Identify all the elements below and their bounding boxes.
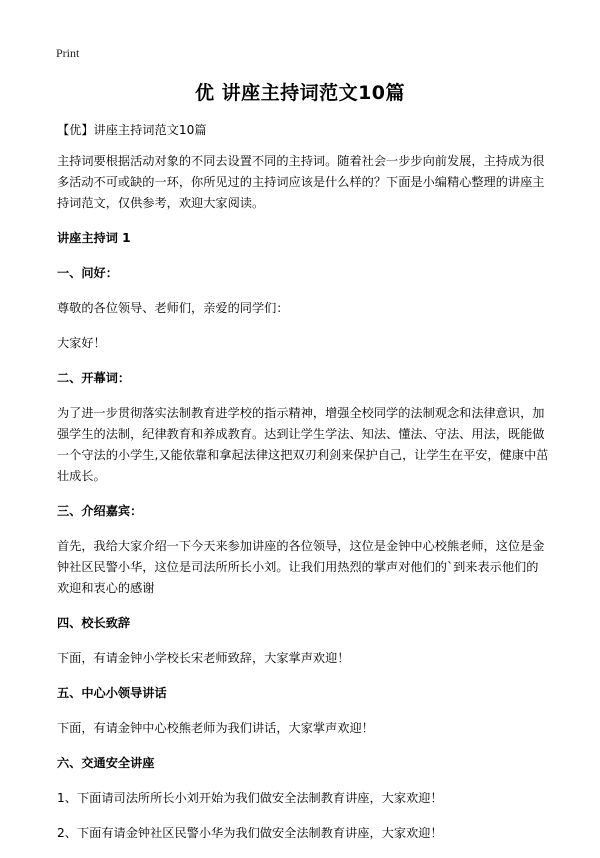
principal-speech-line: 下面，有请金钟小学校长宋老师致辞，大家掌声欢迎！: [57, 651, 350, 665]
guests-heading: 三、介绍嘉宾：: [57, 504, 143, 518]
traffic-lecture-heading: 六、交通安全讲座: [57, 756, 155, 770]
leader-speech-line: 下面，有请金钟中心校熊老师为我们讲话，大家掌声欢迎！: [57, 721, 374, 735]
greeting-line: 大家好！: [57, 336, 106, 350]
guests-paragraph: 首先，我给大家介绍一下今天来参加讲座的各位领导，这位是金钟中心校熊老师，这位是金钟社区民警小华，这位是司法所所长小刘。让我们用热烈的掌声对他们的`到来表示他们的欢迎和衷心的感谢: [57, 539, 545, 595]
greeting-line: 尊敬的各位领导、老师们，亲爱的同学们：: [57, 301, 289, 315]
opening-heading: 二、开幕词：: [57, 371, 131, 385]
document-subtitle: 【优】讲座主持词范文10篇: [57, 123, 207, 137]
intro-paragraph: 主持词要根据活动对象的不同去设置不同的主持词。随着社会一步步向前发展，主持成为很多活动不可或缺的一环，你所见过的主持词应该是什么样的？下面是小编精心整理的讲座主持词范文，仅供参考，欢迎大家阅读。: [57, 154, 545, 210]
list-item: 2、下面有请金钟社区民警小华为我们做安全法制教育讲座，大家欢迎！: [57, 826, 443, 840]
opening-paragraph: 为了进一步贯彻落实法制教育进学校的指示精神，增强全校同学的法制观念和法律意识，加强学生的法制，纪律教育和养成教育。达到让学生学法、知法、懂法、守法、用法，既能做一个守法的小学生,又能依靠和拿起法律这把双刃利剑来保护自己，让学生在平安，健康中茁壮成长。: [57, 406, 549, 483]
section-title: 讲座主持词 1: [57, 231, 131, 245]
print-label: Print: [56, 46, 80, 60]
greeting-heading: 一、问好：: [57, 266, 118, 280]
principal-speech-heading: 四、校长致辞: [57, 616, 131, 630]
list-item: 1、下面请司法所所长小刘开始为我们做安全法制教育讲座，大家欢迎！: [57, 791, 443, 805]
document-body: [57, 120, 549, 858]
leader-speech-heading: 五、中心小领导讲话: [57, 686, 167, 700]
document-title: 优 讲座主持词范文10篇: [194, 82, 406, 104]
